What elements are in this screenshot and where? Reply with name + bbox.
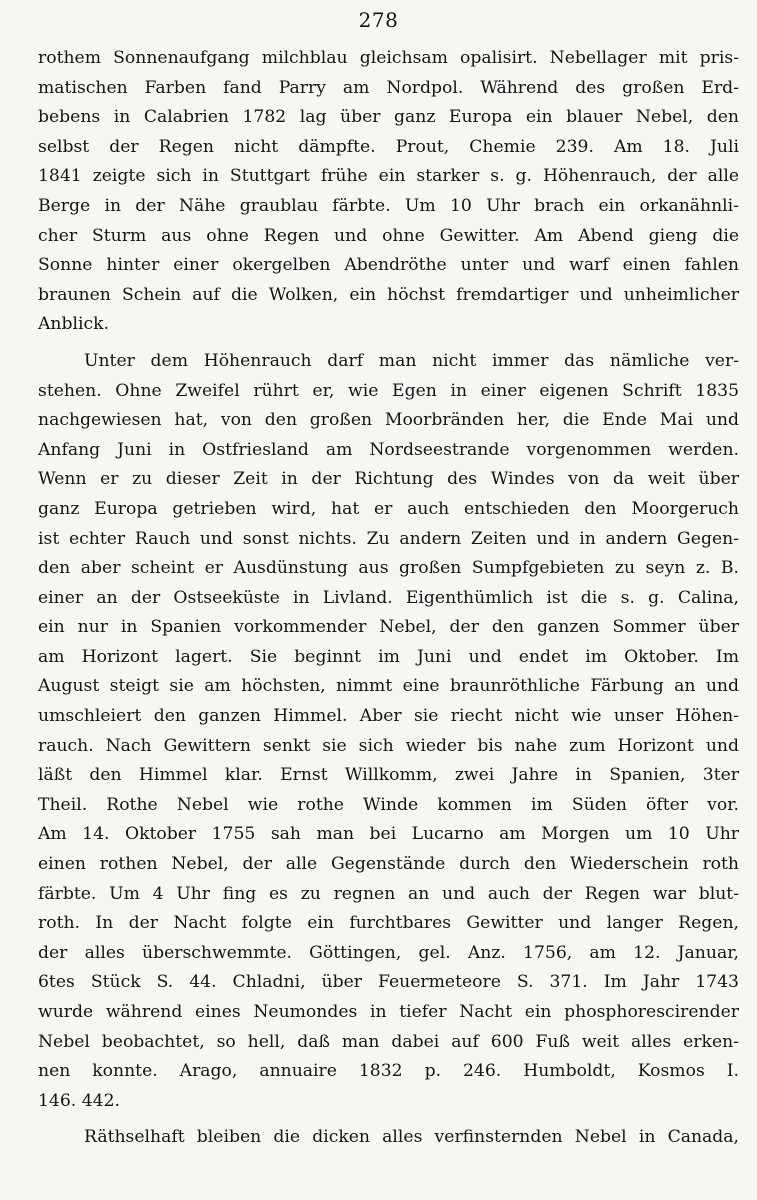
page-body [38, 44, 739, 1153]
text-line: Theil. Rothe Nebel wie rothe Winde kommen im Süden öfter vor. [38, 794, 739, 815]
text-line: Unter dem Höhenrauch darf man nicht immer das nämliche ver- [84, 350, 739, 371]
text-line: 6tes Stück S. 44. Chladni, über Feuermeteore S. 371. Im Jahr 1743 [38, 972, 739, 993]
text-line: Berge in der Nähe graublau färbte. Um 10 Uhr brach ein orkanähnli- [38, 195, 739, 216]
text-line: Räthselhaft bleiben die dicken alles verfinsternden Nebel in Canada, [84, 1127, 739, 1148]
text-line: 1841 zeigte sich in Stuttgart frühe ein starker s. g. Höhenrauch, der alle [38, 166, 739, 187]
page-number: 278 [358, 8, 399, 32]
paragraph-gap [38, 340, 739, 347]
paragraph-gap [38, 1116, 739, 1123]
text-line: den aber scheint er Ausdünstung aus großen Sumpfgebieten zu seyn z. B. [38, 558, 739, 579]
text-line: rauch. Nach Gewittern senkt sie sich wieder bis nahe zum Horizont und [38, 735, 739, 756]
text-line: ganz Europa getrieben wird, hat er auch entschieden den Moorgeruch [38, 498, 739, 519]
text-line: August steigt sie am höchsten, nimmt eine braunröthliche Färbung an und [38, 676, 739, 697]
text-line: ein nur in Spanien vorkommender Nebel, der den ganzen Sommer über [38, 617, 739, 638]
text-line: stehen. Ohne Zweifel rührt er, wie Egen in einer eigenen Schrift 1835 [38, 380, 739, 401]
text-line: der alles überschwemmte. Göttingen, gel. Anz. 1756, am 12. Januar, [38, 942, 739, 963]
paragraph-1 [38, 44, 739, 340]
text-line: matischen Farben fand Parry am Nordpol. Während des großen Erd- [38, 77, 739, 98]
text-line: nen konnte. Arago, annuaire 1832 p. 246. Humboldt, Kosmos I. [38, 1061, 739, 1082]
text-line: wurde während eines Neumondes in tiefer Nacht ein phosphorescirender [38, 1002, 739, 1022]
text-line: Wenn er zu dieser Zeit in der Richtung des Windes von da weit über [38, 469, 739, 490]
text-line: cher Sturm aus ohne Regen und ohne Gewitter. Am Abend gieng die [38, 225, 739, 246]
text-line: bebens in Calabrien 1782 lag über ganz Europa ein blauer Nebel, den [38, 107, 739, 128]
text-line: einen rothen Nebel, der alle Gegenstände durch den Wiederschein roth [38, 854, 739, 875]
paragraph-3 [38, 1123, 739, 1153]
text-line: ist echter Rauch und sonst nichts. Zu andern Zeiten und in andern Gegen- [38, 528, 739, 549]
text-line: 146. 442. [38, 1090, 121, 1111]
text-line: Anfang Juni in Ostfriesland am Nordseestrande vorgenommen werden. [38, 439, 739, 460]
text-line: Anblick. [38, 314, 109, 335]
text-line: Am 14. Oktober 1755 sah man bei Lucarno am Morgen um 10 Uhr [38, 824, 739, 845]
text-line: färbte. Um 4 Uhr fing es zu regnen an und auch der Regen war blut- [38, 883, 739, 904]
text-line: läßt den Himmel klar. Ernst Willkomm, zwei Jahre in Spanien, 3ter [38, 765, 739, 786]
text-line: Sonne hinter einer okergelben Abendröthe unter und warf einen fahlen [38, 255, 739, 276]
text-line: selbst der Regen nicht dämpfte. Prout, Chemie 239. Am 18. Juli [38, 136, 739, 157]
text-line: rothem Sonnenaufgang milchblau gleichsam opalisirt. Nebellager mit pris- [38, 48, 739, 68]
text-line: roth. In der Nacht folgte ein furchtbares Gewitter und langer Regen, [38, 913, 739, 934]
text-line: einer an der Ostseeküste in Livland. Eigenthümlich ist die s. g. Calina, [38, 587, 739, 608]
paragraph-2 [38, 347, 739, 1116]
text-line: braunen Schein auf die Wolken, ein höchst fremdartiger und unheimlicher [38, 284, 739, 305]
text-line: am Horizont lagert. Sie beginnt im Juni und endet im Oktober. Im [38, 646, 739, 667]
text-line: umschleiert den ganzen Himmel. Aber sie riecht nicht wie unser Höhen- [38, 706, 739, 727]
text-line: Nebel beobachtet, so hell, daß man dabei auf 600 Fuß weit alles erken- [38, 1031, 739, 1052]
text-line: nachgewiesen hat, von den großen Moorbränden her, die Ende Mai und [38, 410, 739, 431]
